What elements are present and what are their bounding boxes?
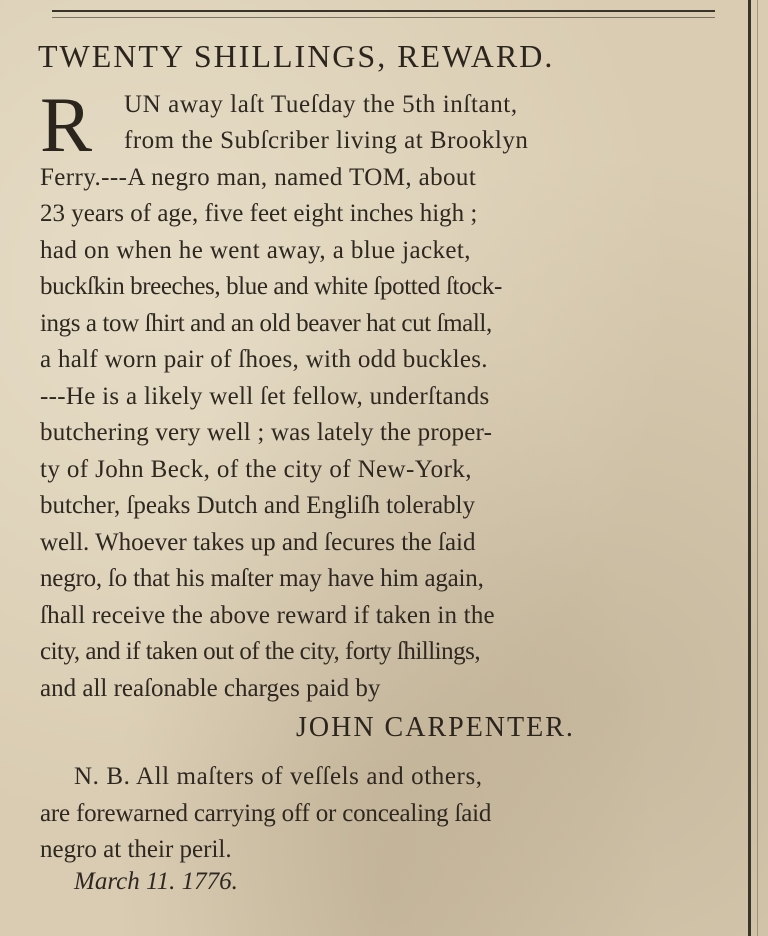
column-rule [748,0,751,936]
body-line: ſhall receive the above reward if taken in the [40,602,495,629]
body-line: city, and if taken out of the city, forty ſhillings, [40,638,481,665]
body-line: 23 years of age, five feet eight inches high ; [40,200,478,227]
signature: JOHN CARPENTER. [296,712,575,743]
dateline: March 11. 1776. [74,868,238,895]
body-line: butchering very well ; was lately the proper- [40,419,493,446]
body-line: butcher, ſpeaks Dutch and Engliſh tolerably [40,492,475,519]
body-line: ty of John Beck, of the city of New-York, [40,456,472,483]
top-rule [52,10,715,12]
body-line: a half worn pair of ſhoes, with odd buckles. [40,346,488,373]
body-line: UN away laſt Tueſday the 5th inſtant, [124,91,518,118]
body-line: buckſkin breeches, blue and white ſpotted ſtock- [40,273,502,300]
body-line: from the Subſcriber living at Brooklyn [124,127,529,154]
drop-cap: R [40,81,93,168]
body-line: negro, ſo that his maſter may have him again, [40,565,484,592]
nota-bene-line: N. B. All maſters of veſſels and others, [74,763,483,790]
body-line: well. Whoever takes up and ſecures the ſaid [40,529,476,556]
top-rule-lower [52,17,715,18]
body-line: Ferry.---A negro man, named TOM, about [40,164,477,191]
nota-bene-line: negro at their peril. [40,836,232,863]
headline: TWENTY SHILLINGS, REWARD. [38,38,555,74]
column-rule-edge [757,0,758,936]
nota-bene-line: are forewarned carrying off or concealing ſaid [40,800,492,827]
body-line: ---He is a likely well ſet fellow, underſtands [40,383,490,410]
body-line: and all reaſonable charges paid by [40,675,381,702]
body-line: had on when he went away, a blue jacket, [40,237,471,264]
body-line: ings a tow ſhirt and an old beaver hat cut ſmall, [40,310,492,337]
